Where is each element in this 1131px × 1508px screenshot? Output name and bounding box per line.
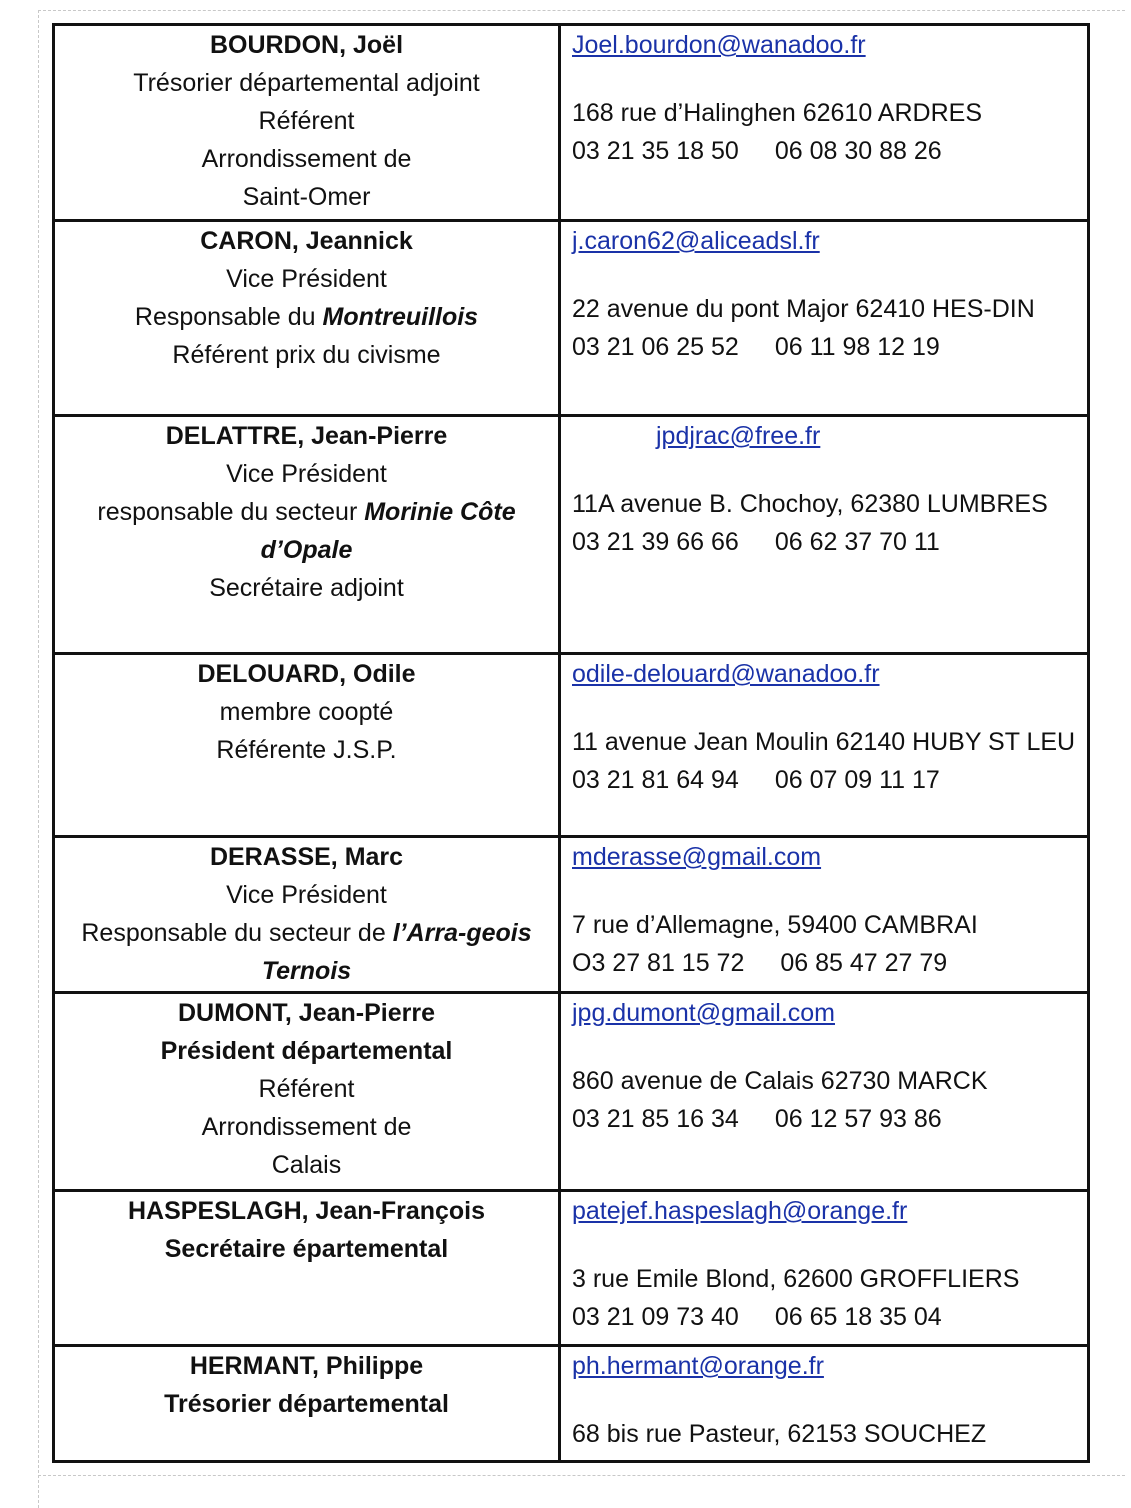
email-link[interactable]: Joel.bourdon@wanadoo.fr (572, 31, 866, 59)
postal-address: 3 rue Emile Blond, 62600 GROFFLIERS (572, 1265, 1020, 1293)
role-prefix: responsable du secteur (97, 498, 365, 526)
member-role-line: Arrondissement de (201, 145, 412, 173)
member-name: DELOUARD, Odile (197, 660, 416, 688)
landline-number: O3 27 81 15 72 (572, 949, 745, 977)
member-role-line: Arrondissement de (201, 1113, 412, 1141)
member-role-line: Trésorier départemental adjoint (133, 69, 480, 97)
postal-address: 22 avenue du pont Major 62410 HES-DIN (572, 295, 1035, 323)
member-role-line (55, 298, 558, 336)
member-role-line: Référent prix du civisme (172, 341, 441, 369)
member-role-line: Référent (258, 107, 355, 135)
phone-line (572, 761, 1087, 799)
member-role-line (55, 914, 558, 990)
member-info-cell (54, 221, 560, 416)
sector-name: Morinie Côte d’Opale (260, 498, 516, 564)
member-info-cell (54, 25, 560, 221)
postal-address: 168 rue d’Halinghen 62610 ARDRES (572, 99, 982, 127)
member-info-cell (54, 1346, 560, 1462)
landline-number: 03 21 35 18 50 (572, 137, 739, 165)
table-row (54, 993, 1089, 1191)
table-row (54, 221, 1089, 416)
contact-cell (560, 416, 1089, 654)
spacer (572, 693, 1087, 723)
postal-address: 11A avenue B. Chochoy, 62380 LUMBRES (572, 490, 1048, 518)
page-edge-left (38, 10, 39, 1508)
contact-directory-table (52, 23, 1090, 1463)
spacer (572, 1032, 1087, 1062)
contact-cell (560, 993, 1089, 1191)
landline-number: 03 21 06 25 52 (572, 333, 739, 361)
phone-line (572, 1100, 1087, 1138)
phone-line (572, 328, 1087, 366)
member-role-line: Saint-Omer (242, 183, 371, 211)
landline-number: 03 21 39 66 66 (572, 528, 739, 556)
postal-address: 68 bis rue Pasteur, 62153 SOUCHEZ (572, 1420, 987, 1448)
member-role-line: Président départemental (160, 1037, 453, 1065)
member-role-line: Calais (271, 1151, 342, 1179)
mobile-number: 06 11 98 12 19 (774, 333, 940, 361)
postal-address: 860 avenue de Calais 62730 MARCK (572, 1067, 988, 1095)
table-row (54, 837, 1089, 993)
member-role-line: Trésorier départemental (164, 1390, 449, 1418)
member-name: HASPESLAGH, Jean-François (127, 1197, 486, 1225)
spacer (572, 455, 1087, 485)
mobile-number: 06 08 30 88 26 (774, 137, 942, 165)
page-edge-bottom (38, 1475, 1125, 1476)
landline-number: 03 21 85 16 34 (572, 1105, 739, 1133)
member-name: BOURDON, Joël (209, 31, 404, 59)
email-link[interactable]: mderasse@gmail.com (572, 843, 822, 871)
member-role-line: Vice Président (226, 265, 387, 293)
contact-cell (560, 221, 1089, 416)
member-role-line: membre coopté (219, 698, 394, 726)
mobile-number: 06 07 09 11 17 (774, 766, 940, 794)
member-info-cell (54, 654, 560, 837)
email-link[interactable]: jpg.dumont@gmail.com (572, 999, 835, 1027)
table-row (54, 25, 1089, 221)
postal-address: 11 avenue Jean Moulin 62140 HUBY ST LEU (572, 728, 1076, 756)
table-body (54, 25, 1089, 1462)
member-info-cell (54, 993, 560, 1191)
contact-cell (560, 1346, 1089, 1462)
contact-cell (560, 654, 1089, 837)
member-role-line: Secrétaire épartemental (164, 1235, 449, 1263)
role-prefix: Responsable du secteur de (81, 919, 393, 947)
member-info-cell (54, 1191, 560, 1346)
contact-cell (560, 1191, 1089, 1346)
email-link[interactable]: jpdjrac@free.fr (656, 422, 821, 450)
member-info-cell (54, 416, 560, 654)
sector-name: l’Arra-geois Ternois (261, 919, 532, 985)
phone-line (572, 944, 1087, 982)
member-role-line: Vice Président (226, 881, 387, 909)
member-role-line: Référent (258, 1075, 355, 1103)
mobile-number: 06 62 37 70 11 (774, 528, 940, 556)
phone-line (572, 523, 1087, 561)
sector-name: Montreuillois (322, 303, 479, 331)
member-name: DUMONT, Jean-Pierre (177, 999, 436, 1027)
member-name: HERMANT, Philippe (189, 1352, 424, 1380)
contact-cell (560, 25, 1089, 221)
member-name: DELATTRE, Jean-Pierre (165, 422, 448, 450)
mobile-number: 06 12 57 93 86 (774, 1105, 942, 1133)
member-role-line: Référente J.S.P. (216, 736, 397, 764)
table-row (54, 654, 1089, 837)
page-edge-top (38, 10, 1125, 11)
member-role-line: Secrétaire adjoint (209, 574, 404, 602)
member-role-line (55, 493, 558, 569)
table-row (54, 1191, 1089, 1346)
spacer (572, 260, 1087, 290)
member-name: DERASSE, Marc (209, 843, 404, 871)
member-role-line: Vice Président (226, 460, 387, 488)
spacer (572, 876, 1087, 906)
table-row (54, 416, 1089, 654)
member-name: CARON, Jeannick (200, 227, 413, 255)
role-prefix: Responsable du (134, 303, 323, 331)
spacer (572, 1385, 1087, 1415)
spacer (572, 64, 1087, 94)
postal-address: 7 rue d’Allemagne, 59400 CAMBRAI (572, 911, 978, 939)
spacer (572, 1230, 1087, 1260)
email-link[interactable]: odile-delouard@wanadoo.fr (572, 660, 880, 688)
contact-cell (560, 837, 1089, 993)
phone-line (572, 1298, 1087, 1336)
landline-number: 03 21 09 73 40 (572, 1303, 739, 1331)
email-link[interactable]: ph.hermant@orange.fr (572, 1352, 824, 1380)
mobile-number: 06 65 18 35 04 (774, 1303, 942, 1331)
landline-number: 03 21 81 64 94 (572, 766, 739, 794)
email-link[interactable]: j.caron62@aliceadsl.fr (572, 227, 820, 255)
phone-line (572, 132, 1087, 170)
email-link[interactable]: patejef.haspeslagh@orange.fr (572, 1197, 908, 1225)
table-row (54, 1346, 1089, 1462)
mobile-number: 06 85 47 27 79 (780, 949, 948, 977)
member-info-cell (54, 837, 560, 993)
